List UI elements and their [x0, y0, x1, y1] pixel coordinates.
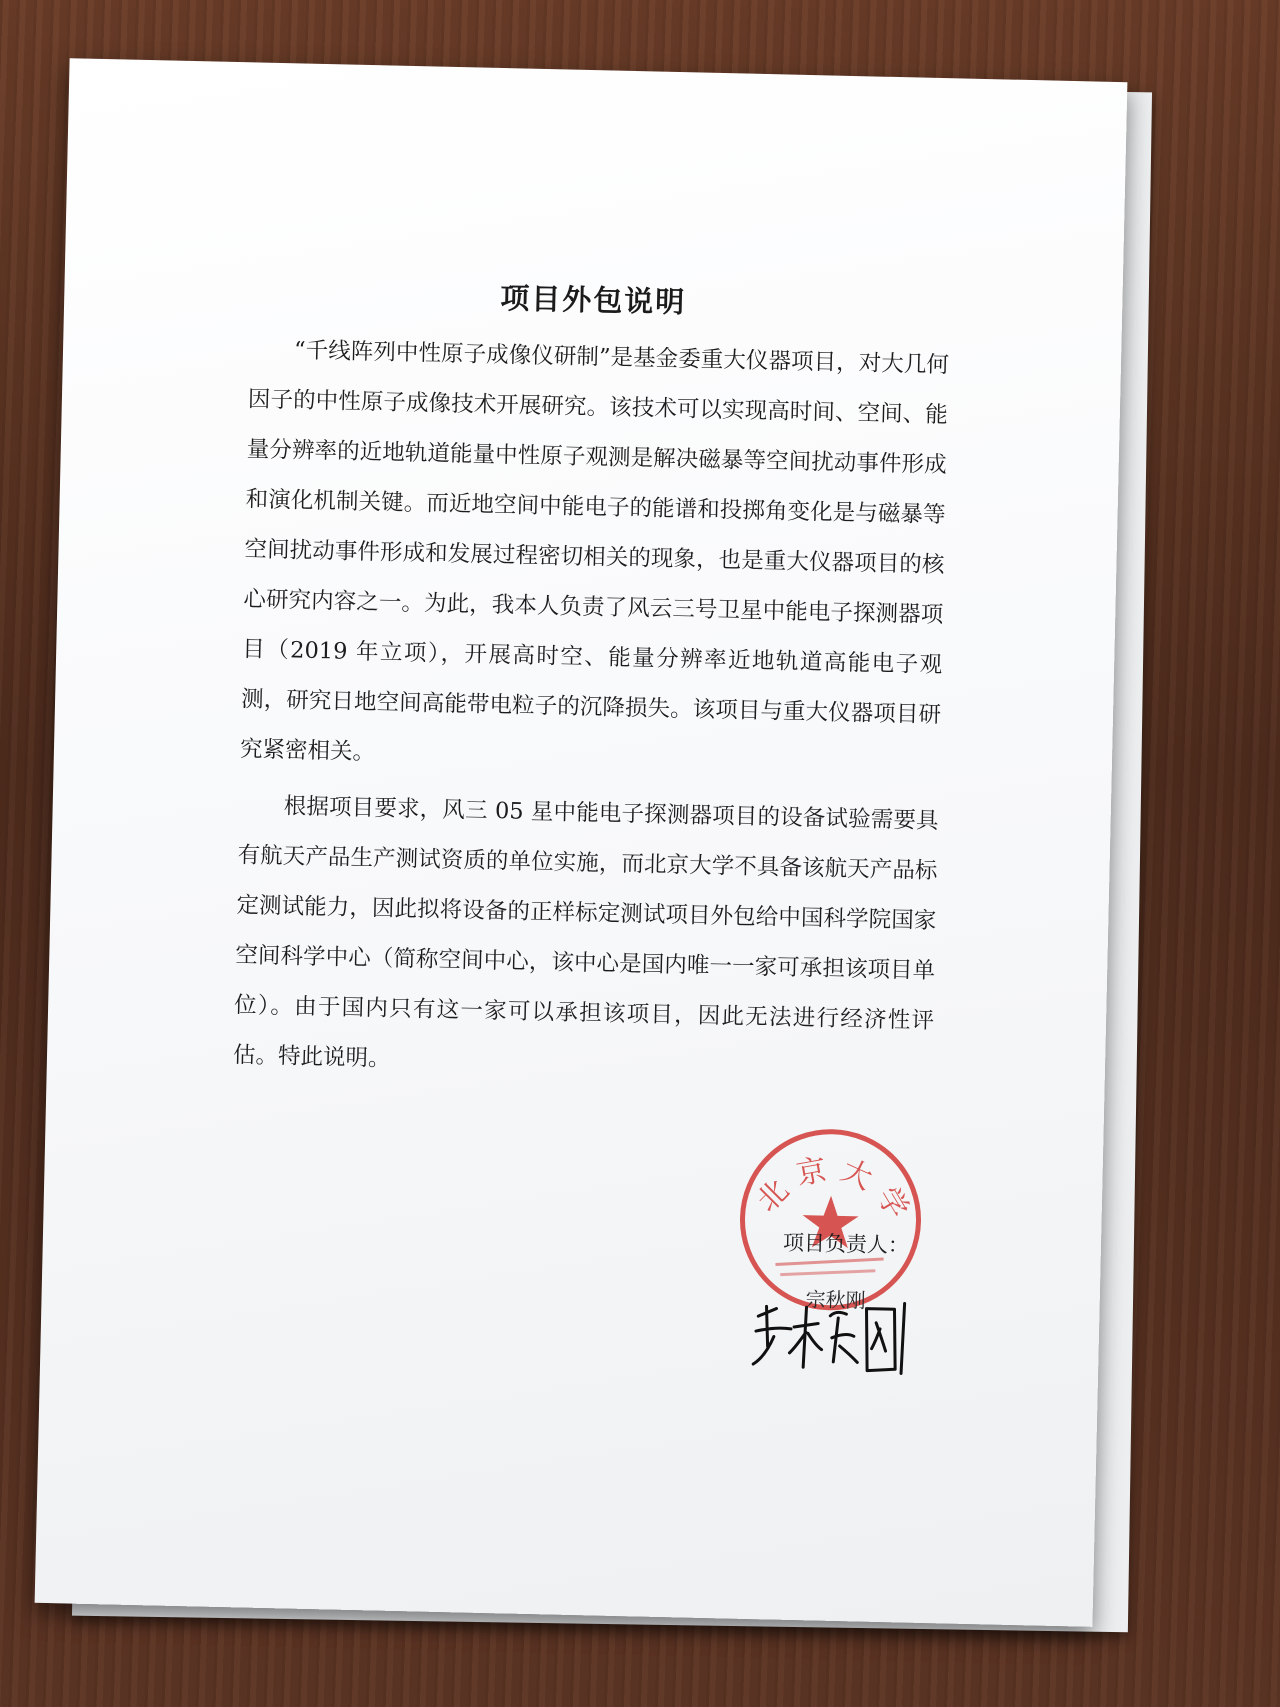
paragraph-2: 根据项目要求，风三 05 星中能电子探测器项目的设备试验需要具有航天产品生产测试资质的单位实施，而北京大学不具备该航天产品标定测试能力，因此拟将设备的正样标定测试项目外包给中国科学院国家空间科学中心（简称空间中心，该中心是国内唯一一家可承担该项目单位）。由于国内只有这一家可以承担该项目，因此无法进行经济性评估。特此说明。 [232, 793, 939, 1072]
page-title: 项目外包说明 [499, 281, 687, 320]
document-page [35, 58, 1128, 1627]
signature-label: 项目负责人： [782, 1230, 910, 1258]
handwritten-signature [745, 1286, 917, 1380]
seal-text: 北京大学 [749, 1150, 921, 1234]
document-body [232, 324, 949, 1102]
paragraph-1: “千线阵列中性原子成像仪研制”是基金委重大仪器项目，对大几何因子的中性原子成像技术开展研究。该技术可以实现高时间、空间、能量分辨率的近地轨道能量中性原子观测是解决磁暴等空间扰动事件形成和演化机制关键。而近地空间中能电子的能谱和投掷角变化是与磁暴等空间扰动事件形成和发展过程密切相关的现象，也是重大仪器项目的核心研究内容之一。为此，我本人负责了风云三号卫星中能电子探测器项目（2019 年立项），开展高时空、能量分辨率近地轨道高能电子观测，研究日地空间高能带电粒子的沉降损失。该项目与重大仪器项目研究紧密相关。 [239, 337, 950, 766]
signature-name: 宗秋刚 [805, 1287, 866, 1313]
